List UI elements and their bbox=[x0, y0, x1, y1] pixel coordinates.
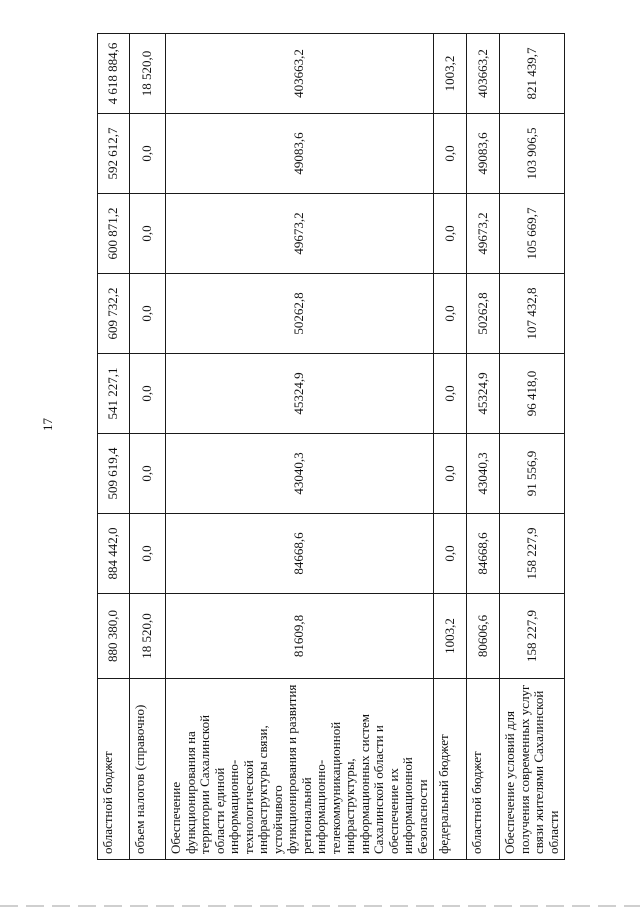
table-cell: 158 227,9 bbox=[500, 594, 565, 679]
table-cell: 43040,3 bbox=[166, 434, 434, 514]
table-cell: 541 227,1 bbox=[98, 354, 130, 434]
table-cell: 96 418,0 bbox=[500, 354, 565, 434]
table-cell: 84668,6 bbox=[467, 514, 500, 594]
table-cell: 0,0 bbox=[130, 114, 166, 194]
table-cell: 600 871,2 bbox=[98, 194, 130, 274]
table-cell: 821 439,7 bbox=[500, 34, 565, 114]
table-cell: 1003,2 bbox=[434, 594, 467, 679]
table-cell: 107 432,8 bbox=[500, 274, 565, 354]
row-label: объем налогов (справочно) bbox=[130, 679, 166, 860]
table-cell: 403663,2 bbox=[166, 34, 434, 114]
table-row bbox=[130, 34, 166, 860]
table-cell: 18 520,0 bbox=[130, 34, 166, 114]
table-row bbox=[98, 34, 130, 860]
table-cell: 105 669,7 bbox=[500, 194, 565, 274]
table-cell: 0,0 bbox=[130, 514, 166, 594]
table-cell: 0,0 bbox=[434, 514, 467, 594]
table-cell: 43040,3 bbox=[467, 434, 500, 514]
table-cell: 0,0 bbox=[434, 354, 467, 434]
table-cell: 45324,9 bbox=[166, 354, 434, 434]
table-row bbox=[166, 34, 434, 860]
table-cell: 880 380,0 bbox=[98, 594, 130, 679]
table-cell: 509 619,4 bbox=[98, 434, 130, 514]
row-label: областной бюджет bbox=[98, 679, 130, 860]
budget-table-rotated bbox=[97, 34, 561, 860]
table-cell: 50262,8 bbox=[467, 274, 500, 354]
table-cell: 0,0 bbox=[434, 274, 467, 354]
table-cell: 50262,8 bbox=[166, 274, 434, 354]
table-cell: 49673,2 bbox=[166, 194, 434, 274]
table-row bbox=[434, 34, 467, 860]
table-cell: 49083,6 bbox=[166, 114, 434, 194]
scan-edge-artifact bbox=[0, 905, 640, 907]
page-number: 17 bbox=[40, 418, 55, 431]
table-cell: 0,0 bbox=[130, 194, 166, 274]
table-cell: 0,0 bbox=[434, 434, 467, 514]
table-cell: 49083,6 bbox=[467, 114, 500, 194]
table-cell: 0,0 bbox=[130, 434, 166, 514]
table-cell: 0,0 bbox=[130, 354, 166, 434]
row-label: областной бюджет bbox=[467, 679, 500, 860]
table-cell: 884 442,0 bbox=[98, 514, 130, 594]
table-cell: 18 520,0 bbox=[130, 594, 166, 679]
table-cell: 84668,6 bbox=[166, 514, 434, 594]
table-cell: 0,0 bbox=[130, 274, 166, 354]
row-label: федеральный бюджет bbox=[434, 679, 467, 860]
table-cell: 103 906,5 bbox=[500, 114, 565, 194]
table-cell: 91 556,9 bbox=[500, 434, 565, 514]
table-cell: 609 732,2 bbox=[98, 274, 130, 354]
table-cell: 0,0 bbox=[434, 114, 467, 194]
table-cell: 0,0 bbox=[434, 194, 467, 274]
table-cell: 4 618 884,6 bbox=[98, 34, 130, 114]
table-cell: 158 227,9 bbox=[500, 514, 565, 594]
table-cell: 403663,2 bbox=[467, 34, 500, 114]
table-cell: 80606,6 bbox=[467, 594, 500, 679]
table-cell: 592 612,7 bbox=[98, 114, 130, 194]
row-label: Обеспечение условий для получения современных услуг связи жителями Сахалинской области bbox=[500, 679, 565, 860]
table-cell: 81609,8 bbox=[166, 594, 434, 679]
budget-table bbox=[97, 33, 565, 860]
table-row bbox=[467, 34, 500, 860]
row-label: Обеспечение функционирования на территории Сахалинской области единой информационно-технологической инфраструктуры связи, устойчивого функционирования и развития региональной информационно-телекоммуникационной инфраструктуры, информационных систем Сахалинской области и обеспечение их информационной безопасности bbox=[166, 679, 434, 860]
table-cell: 45324,9 bbox=[467, 354, 500, 434]
table-cell: 49673,2 bbox=[467, 194, 500, 274]
table-row bbox=[500, 34, 565, 860]
table-cell: 1003,2 bbox=[434, 34, 467, 114]
